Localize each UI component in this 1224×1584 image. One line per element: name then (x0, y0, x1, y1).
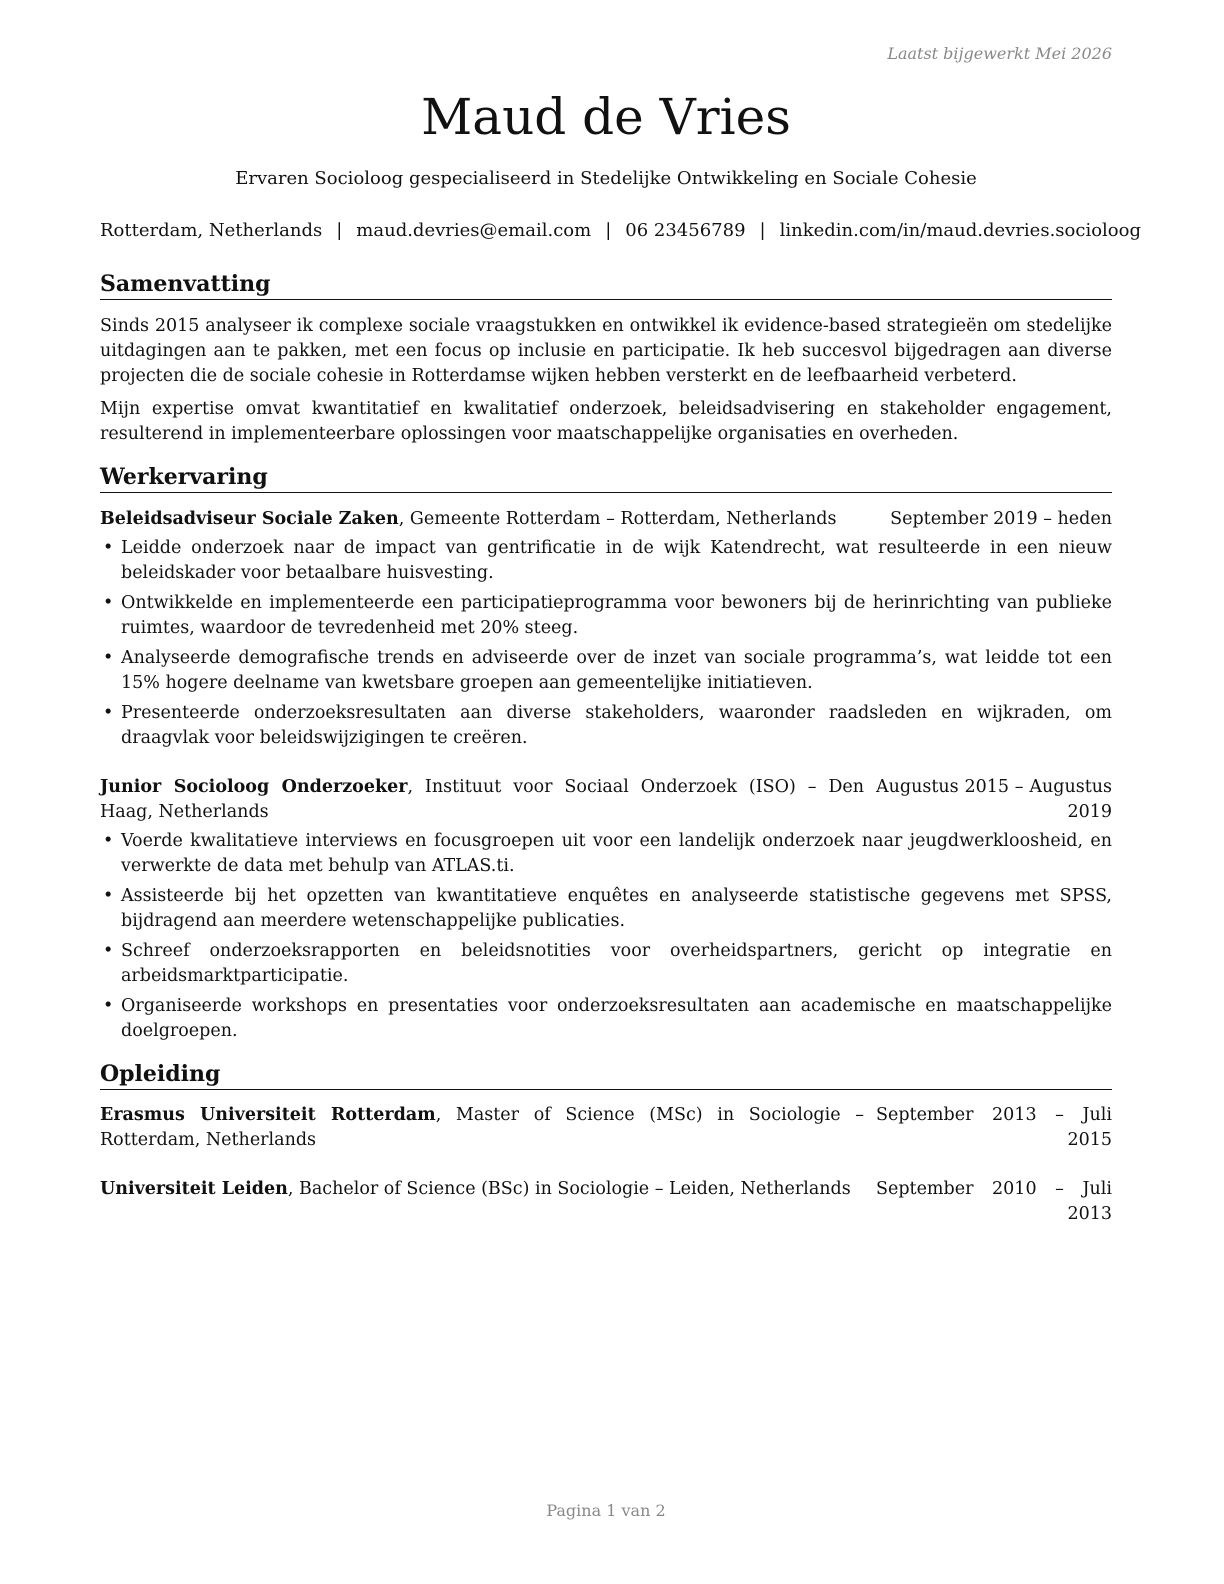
job-bullet-list (100, 829, 1112, 1044)
education-title-line (100, 1103, 864, 1153)
job-organization: , Instituut voor Sociaal Onderzoek (ISO) – Den Haag, Netherlands (100, 777, 865, 822)
page-number-footer: Pagina 1 van 2 (546, 1501, 666, 1520)
list-item: • Ontwikkelde en implementeerde een participatieprogramma voor bewoners bij de herinrichting van publieke ruimtes, waardoor de tevredenheid met 20% steeg. (100, 591, 1112, 641)
job-dates: Augustus 2015 – Augustus 2019 (876, 777, 1112, 822)
education-entry (100, 1103, 1112, 1153)
section-title-experience: Werkervaring (100, 463, 1112, 493)
list-item: • Leidde onderzoek naar de impact van gentrificatie in de wijk Katendrecht, wat resulteerde in een nieuw beleidskader voor betaalbare huisvesting. (100, 536, 1112, 586)
job-organization: , Gemeente Rotterdam – Rotterdam, Netherlands (398, 509, 837, 529)
resume-page (100, 0, 1141, 1584)
education-detail: , Bachelor of Science (BSc) in Sociologie – Leiden, Netherlands (287, 1179, 851, 1199)
list-item: • Presenteerde onderzoeksresultaten aan diverse stakeholders, waaronder raadsleden en wijkraden, om draagvlak voor beleidswijzigingen te creëren. (100, 701, 1112, 751)
education-dates: September 2013 – Juli 2015 (876, 1105, 1112, 1150)
education-dates: September 2010 – Juli 2013 (876, 1179, 1112, 1224)
education-school: Erasmus Universiteit Rotterdam (100, 1105, 436, 1125)
job-bullet-list (100, 536, 1112, 751)
section-title-summary: Samenvatting (100, 270, 1112, 300)
candidate-headline: Ervaren Socioloog gespecialiseerd in Stedelijke Ontwikkeling en Sociale Cohesie (235, 168, 977, 189)
job-role: Junior Socioloog Onderzoeker (100, 777, 408, 797)
contact-phone: 06 23456789 (625, 220, 746, 241)
contact-location: Rotterdam, Netherlands (100, 220, 323, 241)
contact-linkedin-link[interactable]: linkedin.com/in/maud.devries.socioloog (779, 220, 1141, 241)
job-entry (100, 507, 1112, 756)
job-title-line (100, 775, 864, 825)
summary-section (100, 314, 1112, 455)
section-title-education: Opleiding (100, 1060, 1112, 1090)
education-header (100, 1177, 1112, 1227)
candidate-name: Maud de Vries (421, 88, 791, 146)
list-item: • Assisteerde bij het opzetten van kwantitatieve enquêtes en analyseerde statistische gegevens met SPSS, bijdragend aan meerdere wetenschappelijke publicaties. (100, 884, 1112, 934)
contact-separator: | (605, 220, 612, 241)
summary-paragraph: Mijn expertise omvat kwantitatief en kwalitatief onderzoek, beleidsadvisering en stakeholder engagement, resulterend in implementeerbare oplossingen voor maatschappelijke organisaties en overheden. (100, 399, 1112, 444)
list-item: • Voerde kwalitatieve interviews en focusgroepen uit voor een landelijk onderzoek naar jeugdwerkloosheid, en verwerkte de data met behulp van ATLAS.ti. (100, 829, 1112, 879)
education-detail: , Master of Science (MSc) in Sociologie – Rotterdam, Netherlands (100, 1105, 864, 1150)
summary-paragraph: Sinds 2015 analyseer ik complexe sociale vraagstukken en ontwikkel ik evidence-based strategieën om stedelijke uitdagingen aan te pakken, met een focus op inclusie en participatie. Ik heb succesvol bijgedragen aan diverse projecten die de sociale cohesie in Rotterdamse wijken hebben versterkt en de leefbaarheid verbeterd. (100, 316, 1112, 386)
job-title-line (100, 507, 878, 532)
last-updated-note: Laatst bijgewerkt Mei 2026 (887, 44, 1112, 63)
list-item: • Schreef onderzoeksrapporten en beleidsnotities voor overheidspartners, gericht op integratie en arbeidsmarktparticipatie. (100, 939, 1112, 989)
job-header (100, 507, 1112, 532)
list-item: • Organiseerde workshops en presentaties voor onderzoeksresultaten aan academische en maatschappelijke doelgroepen. (100, 994, 1112, 1044)
job-header (100, 775, 1112, 825)
job-role: Beleidsadviseur Sociale Zaken (100, 509, 399, 529)
education-title-line (100, 1177, 864, 1202)
education-school: Universiteit Leiden (100, 1179, 288, 1199)
contact-separator: | (759, 220, 766, 241)
contact-email-link[interactable]: maud.devries@email.com (356, 220, 592, 241)
job-entry (100, 775, 1112, 1049)
education-header (100, 1103, 1112, 1153)
job-dates: September 2019 – heden (890, 509, 1112, 529)
education-entry (100, 1177, 1112, 1227)
list-item: • Analyseerde demografische trends en adviseerde over de inzet van sociale programma’s, wat leidde tot een 15% hogere deelname van kwetsbare groepen aan gemeentelijke initiatieven. (100, 646, 1112, 696)
contact-separator: | (336, 220, 343, 241)
contact-line (100, 219, 1141, 243)
